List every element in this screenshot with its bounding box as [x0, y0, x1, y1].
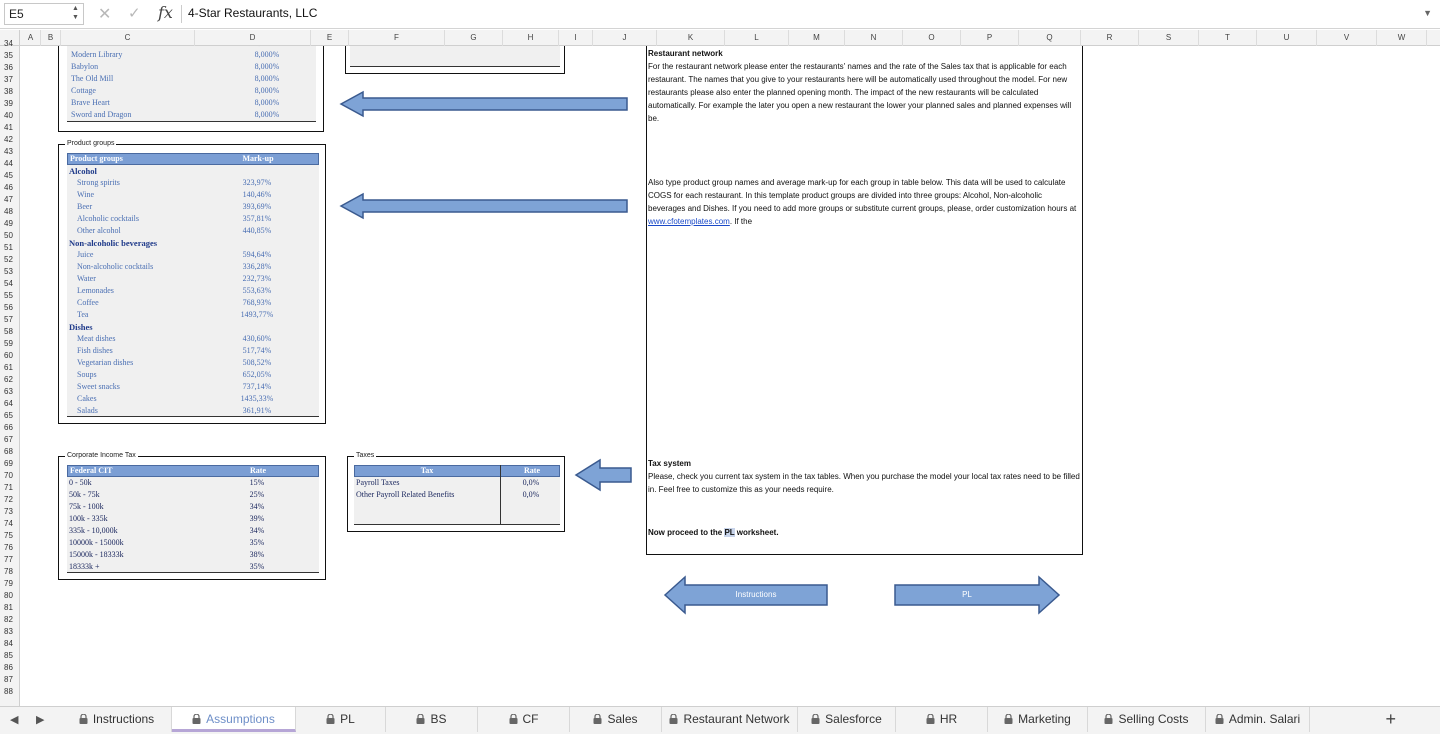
arrow-left-tax-icon — [574, 458, 634, 492]
product-group-row-name[interactable]: Salads — [77, 406, 98, 415]
product-group-row-value[interactable]: 1493,77% — [240, 310, 274, 319]
tab-restaurant-network[interactable] — [662, 707, 798, 732]
proceed-note-sheet: PL — [724, 528, 735, 537]
product-group-row-name[interactable]: Coffee — [77, 298, 99, 307]
tab-label: Restaurant Network — [683, 712, 790, 726]
cit-row-name[interactable]: 50k - 75k — [69, 490, 100, 499]
row-label-55[interactable]: 55 — [4, 291, 13, 300]
proceed-note-pre: Now proceed to the — [648, 528, 725, 537]
cit-header-value: Rate — [250, 466, 266, 475]
product-group-row-value[interactable]: 737,14% — [242, 382, 272, 391]
tab-label: CF — [522, 712, 539, 726]
tax-header-name: Tax — [420, 466, 434, 475]
tab-label: Marketing — [1018, 712, 1071, 726]
column-label-e[interactable]: E — [311, 30, 349, 46]
tax-header-value: Rate — [524, 466, 540, 475]
product-group-row-value[interactable]: 357,81% — [242, 214, 272, 223]
row-label-68[interactable]: 68 — [4, 447, 13, 456]
proceed-note — [648, 526, 1080, 539]
row-label-35[interactable]: 35 — [4, 51, 13, 60]
product-group-row-value[interactable]: 361,91% — [242, 406, 272, 415]
cit-row-name[interactable]: 0 - 50k — [69, 478, 92, 487]
restaurant-name[interactable]: The Old Mill — [71, 74, 114, 83]
lock-icon — [811, 708, 820, 718]
row-label-36[interactable]: 36 — [4, 63, 13, 72]
restaurant-row — [67, 85, 316, 97]
product-group-row — [67, 321, 319, 333]
restaurant-rate[interactable]: 8,000% — [254, 74, 280, 83]
product-group-row-value[interactable]: 140,46% — [242, 190, 272, 199]
tab-label: Sales — [607, 712, 638, 726]
product-group-row-name[interactable]: Beer — [77, 202, 93, 211]
lock-icon — [669, 708, 678, 718]
row-label-70[interactable]: 70 — [4, 471, 13, 480]
product-group-row — [67, 177, 319, 189]
product-group-row-name[interactable]: Alcoholic cocktails — [77, 214, 139, 223]
tax-row — [354, 489, 560, 501]
tab-label: Instructions — [92, 712, 155, 726]
product-group-row-value[interactable]: 517,74% — [242, 346, 272, 355]
cit-row — [67, 501, 319, 513]
row-label-84[interactable]: 84 — [4, 639, 13, 648]
tab-hr[interactable] — [896, 707, 988, 732]
tab-prev-icon[interactable]: ◀ — [10, 714, 19, 726]
arrow-left-network-icon — [339, 90, 631, 118]
lock-icon — [1104, 708, 1113, 718]
restaurant-row — [67, 97, 316, 109]
lock-icon — [192, 708, 201, 718]
tax-row-value[interactable]: 0,0% — [522, 478, 540, 487]
product-group-row — [67, 285, 319, 297]
product-group-row-name[interactable]: Dishes — [69, 322, 93, 332]
row-label-80[interactable]: 80 — [4, 591, 13, 600]
column-label-p[interactable]: P — [961, 30, 1019, 46]
cit-row-value[interactable]: 34% — [249, 502, 265, 511]
column-label-i[interactable]: I — [559, 30, 593, 46]
row-label-56[interactable]: 56 — [4, 303, 13, 312]
column-label-u[interactable]: U — [1257, 30, 1317, 46]
column-label-b[interactable]: B — [41, 30, 61, 46]
name-box-stepper-icon[interactable]: ▲ ▼ — [72, 5, 79, 21]
row-label-69[interactable]: 69 — [4, 459, 13, 468]
tax-column-divider — [500, 465, 501, 525]
column-label-m[interactable]: M — [789, 30, 845, 46]
row-label-59[interactable]: 59 — [4, 339, 13, 348]
tax-row-name[interactable]: Other Payroll Related Benefits — [356, 490, 455, 499]
cit-row — [67, 549, 319, 561]
restaurant-row — [67, 61, 316, 73]
network-note — [648, 47, 1080, 125]
formula-separator — [181, 5, 182, 23]
row-label-47[interactable]: 47 — [4, 195, 13, 204]
product-group-row-name[interactable]: Vegetarian dishes — [77, 358, 134, 367]
restaurant-rate[interactable]: 8,000% — [254, 110, 280, 119]
cit-row — [67, 477, 319, 489]
row-label-49[interactable]: 49 — [4, 219, 13, 228]
row-label-45[interactable]: 45 — [4, 171, 13, 180]
product-group-row — [67, 381, 319, 393]
notes-box — [646, 46, 1083, 555]
restaurant-name[interactable]: Babylon — [71, 62, 99, 71]
pl-nav-button[interactable] — [893, 575, 1061, 615]
row-label-87[interactable]: 87 — [4, 675, 13, 684]
restaurant-rate[interactable]: 8,000% — [254, 62, 280, 71]
product-group-row — [67, 297, 319, 309]
row-label-86[interactable]: 86 — [4, 663, 13, 672]
row-label-82[interactable]: 82 — [4, 615, 13, 624]
cit-header-name: Federal CIT — [70, 466, 113, 475]
row-label-54[interactable]: 54 — [4, 279, 13, 288]
product-group-row-name[interactable]: Alcohol — [69, 166, 97, 176]
restaurant-name[interactable]: Sword and Dragon — [71, 110, 132, 119]
product-group-row-value[interactable]: 393,69% — [242, 202, 272, 211]
corporate-tax-title: Corporate Income Tax — [67, 452, 136, 459]
cit-row-name[interactable]: 18333k + — [69, 562, 100, 571]
product-group-row-value[interactable]: 553,63% — [242, 286, 272, 295]
sheet-tab-bar — [0, 706, 1440, 734]
tab-label: Admin. Salari — [1228, 712, 1301, 726]
row-label-57[interactable]: 57 — [4, 315, 13, 324]
row-label-34[interactable]: 34 — [4, 39, 13, 48]
arrow-left-groups-icon — [339, 192, 631, 220]
cit-row — [67, 525, 319, 537]
product-group-row-value[interactable]: 508,52% — [242, 358, 272, 367]
groups-note — [648, 176, 1080, 228]
row-label-71[interactable]: 71 — [4, 483, 13, 492]
tax-note-body: Please, check you current tax system in the tax tables. When you purchase the model your local tax rates need to be filled in. Feel free to customize this as your needs require. — [648, 472, 1080, 494]
product-group-row-name[interactable]: Wine — [77, 190, 95, 199]
row-label-61[interactable]: 61 — [4, 363, 13, 372]
row-header — [0, 39, 20, 706]
product-group-row — [67, 369, 319, 381]
row-label-62[interactable]: 62 — [4, 375, 13, 384]
lock-icon — [593, 708, 602, 718]
tab-label: Salesforce — [825, 712, 882, 726]
cit-row-value[interactable]: 35% — [249, 562, 265, 571]
row-label-44[interactable]: 44 — [4, 159, 13, 168]
product-group-row — [67, 261, 319, 273]
cit-row-value[interactable]: 39% — [249, 514, 265, 523]
row-label-88[interactable]: 88 — [4, 687, 13, 696]
product-group-bottom-line — [67, 416, 319, 417]
row-label-79[interactable]: 79 — [4, 579, 13, 588]
row-label-74[interactable]: 74 — [4, 519, 13, 528]
column-label-v[interactable]: V — [1317, 30, 1377, 46]
cit-row-name[interactable]: 10000k - 15000k — [69, 538, 124, 547]
tab-label: PL — [340, 712, 355, 726]
product-group-row-name[interactable]: Strong spirits — [77, 178, 120, 187]
add-sheet-icon[interactable]: + — [1385, 709, 1396, 729]
row-label-48[interactable]: 48 — [4, 207, 13, 216]
tab-instructions[interactable] — [62, 707, 172, 732]
column-header — [0, 30, 1440, 46]
product-group-row-name[interactable]: Sweet snacks — [77, 382, 120, 391]
sales-tax-table — [350, 46, 560, 67]
lock-icon — [326, 708, 335, 718]
row-label-63[interactable]: 63 — [4, 387, 13, 396]
restaurant-row — [67, 73, 316, 85]
product-group-row-value[interactable]: 652,05% — [242, 370, 272, 379]
product-group-row-name[interactable]: Water — [77, 274, 96, 283]
cfotemplates-link[interactable]: www.cfotemplates.com — [648, 217, 730, 226]
tab-salesforce[interactable] — [798, 707, 896, 732]
column-label-k[interactable]: K — [657, 30, 725, 46]
cit-row-name[interactable]: 75k - 100k — [69, 502, 104, 511]
product-group-header — [67, 153, 319, 165]
tab-cf[interactable] — [478, 707, 570, 732]
tax-note — [648, 457, 1080, 496]
function-icon[interactable]: fx — [158, 3, 173, 22]
cit-row-value[interactable]: 15% — [249, 478, 265, 487]
row-label-75[interactable]: 75 — [4, 531, 13, 540]
column-label-n[interactable]: N — [845, 30, 903, 46]
column-label-r[interactable]: R — [1081, 30, 1139, 46]
restaurant-rate[interactable]: 8,000% — [254, 50, 280, 59]
product-group-row-name[interactable]: Cakes — [77, 394, 97, 403]
product-group-row-name[interactable]: Non-alcoholic cocktails — [77, 262, 154, 271]
lock-icon — [926, 708, 935, 718]
corporate-tax-box — [58, 452, 326, 580]
cit-row-name[interactable]: 335k - 10,000k — [69, 526, 118, 535]
product-group-row-name[interactable]: Lemonades — [77, 286, 114, 295]
row-label-73[interactable]: 73 — [4, 507, 13, 516]
product-group-header-name: Product groups — [70, 154, 123, 163]
product-group-row-value[interactable]: 336,28% — [242, 262, 272, 271]
tab-sales[interactable] — [570, 707, 662, 732]
row-label-51[interactable]: 51 — [4, 243, 13, 252]
product-group-row-value[interactable]: 430,60% — [242, 334, 272, 343]
product-groups-title: Product groups — [67, 140, 115, 147]
row-label-53[interactable]: 53 — [4, 267, 13, 276]
product-group-row — [67, 237, 319, 249]
cit-row-name[interactable]: 15000k - 18333k — [69, 550, 124, 559]
cit-row — [67, 513, 319, 525]
row-label-85[interactable]: 85 — [4, 651, 13, 660]
tab-bs[interactable] — [386, 707, 478, 732]
product-group-row-name[interactable]: Other alcohol — [77, 226, 121, 235]
row-label-38[interactable]: 38 — [4, 87, 13, 96]
product-group-row — [67, 189, 319, 201]
product-group-header-value: Mark-up — [242, 154, 274, 163]
cit-row-name[interactable]: 100k - 335k — [69, 514, 108, 523]
groups-note-body: Also type product group names and average mark-up for each group in table below. This data will be used to calculate COGS for each restaurant. In this template product groups are divided into three groups: Alcohol, Non-alcoholic beverages and Dishes. If you need to add more groups or substitute current groups, please, order customization hours at — [648, 178, 1077, 213]
lock-icon — [1004, 708, 1013, 718]
row-label-64[interactable]: 64 — [4, 399, 13, 408]
product-group-row-name[interactable]: Soups — [77, 370, 97, 379]
tax-row — [354, 477, 560, 489]
taxes-title: Taxes — [356, 452, 375, 459]
restaurant-name[interactable]: Brave Heart — [71, 98, 110, 107]
row-label-40[interactable]: 40 — [4, 111, 13, 120]
row-label-43[interactable]: 43 — [4, 147, 13, 156]
product-group-row-name[interactable]: Tea — [77, 310, 89, 319]
confirm-icon[interactable]: ✓ — [128, 5, 141, 22]
column-label-d[interactable]: D — [195, 30, 311, 46]
column-label-c[interactable]: C — [61, 30, 195, 46]
restaurant-network-box — [58, 46, 324, 132]
product-group-row — [67, 345, 319, 357]
row-label-42[interactable]: 42 — [4, 135, 13, 144]
product-group-row — [67, 249, 319, 261]
tab-label: Selling Costs — [1118, 712, 1189, 726]
row-label-83[interactable]: 83 — [4, 627, 13, 636]
column-label-t[interactable]: T — [1199, 30, 1257, 46]
lock-icon — [79, 708, 88, 718]
product-group-row-value[interactable]: 440,85% — [242, 226, 272, 235]
tax-note-title: Tax system — [648, 459, 691, 468]
product-group-row — [67, 309, 319, 321]
tab-marketing[interactable] — [988, 707, 1088, 732]
column-label-o[interactable]: O — [903, 30, 961, 46]
product-group-row — [67, 225, 319, 237]
product-group-row-name[interactable]: Juice — [77, 250, 94, 259]
instructions-nav-button[interactable] — [663, 575, 829, 615]
column-label-f[interactable]: F — [349, 30, 445, 46]
restaurant-table — [67, 46, 316, 121]
row-label-77[interactable]: 77 — [4, 555, 13, 564]
cancel-icon[interactable]: ✕ — [98, 6, 112, 23]
cit-row-value[interactable]: 35% — [249, 538, 265, 547]
product-groups-table — [67, 153, 319, 417]
row-label-76[interactable]: 76 — [4, 543, 13, 552]
cit-row — [67, 489, 319, 501]
tab-assumptions[interactable] — [172, 707, 296, 732]
row-label-81[interactable]: 81 — [4, 603, 13, 612]
corporate-tax-table — [67, 465, 319, 573]
cit-row-value[interactable]: 38% — [249, 550, 265, 559]
product-group-row-name[interactable]: Non-alcoholic beverages — [69, 238, 158, 248]
product-group-row — [67, 357, 319, 369]
lock-icon — [416, 708, 425, 718]
lock-icon — [1215, 708, 1224, 718]
tax-header — [354, 465, 560, 477]
column-label-q[interactable]: Q — [1019, 30, 1081, 46]
column-label-l[interactable]: L — [725, 30, 789, 46]
proceed-note-post: worksheet. — [734, 528, 779, 537]
tax-row-name[interactable]: Payroll Taxes — [356, 478, 400, 487]
lock-icon — [509, 708, 518, 718]
formula-expand-icon[interactable]: ▼ — [1423, 8, 1432, 18]
row-label-60[interactable]: 60 — [4, 351, 13, 360]
row-label-46[interactable]: 46 — [4, 183, 13, 192]
network-note-title: Restaurant network — [648, 49, 723, 58]
restaurant-row — [67, 49, 316, 61]
cit-row-value[interactable]: 34% — [249, 526, 265, 535]
product-group-row-name[interactable]: Fish dishes — [77, 346, 113, 355]
row-label-52[interactable]: 52 — [4, 255, 13, 264]
row-label-41[interactable]: 41 — [4, 123, 13, 132]
sheet-area[interactable] — [21, 46, 1440, 706]
formula-bar — [0, 0, 1440, 29]
pl-nav-label: PL — [962, 590, 972, 599]
network-note-body: For the restaurant network please enter the restaurants' names and the rate of the Sales tax that is applicable for each restaurant. The names that you give to your restaurants here will be automatically used throughout the model. For new restaurants please also enter the planned opening month. The impact of the new restaurants will be calculated automatically. For example the later you open a new restaurant the lower your planned sales and planned expenses will be. — [648, 62, 1072, 123]
tab-label: BS — [430, 712, 447, 726]
cit-row-value[interactable]: 25% — [249, 490, 265, 499]
product-group-row — [67, 165, 319, 177]
row-label-37[interactable]: 37 — [4, 75, 13, 84]
row-label-39[interactable]: 39 — [4, 99, 13, 108]
taxes-box — [347, 452, 565, 532]
restaurant-rate[interactable]: 8,000% — [254, 98, 280, 107]
column-label-s[interactable]: S — [1139, 30, 1199, 46]
column-label-j[interactable]: J — [593, 30, 657, 46]
restaurant-rate[interactable]: 8,000% — [254, 86, 280, 95]
tax-row-value[interactable]: 0,0% — [522, 490, 540, 499]
product-group-row — [67, 201, 319, 213]
row-label-67[interactable]: 67 — [4, 435, 13, 444]
column-label-a[interactable]: A — [21, 30, 41, 46]
row-label-66[interactable]: 66 — [4, 423, 13, 432]
restaurant-name[interactable]: Modern Library — [71, 50, 123, 59]
tax-bottom-line — [354, 524, 560, 525]
product-group-row — [67, 333, 319, 345]
product-group-row-value[interactable]: 323,97% — [242, 178, 272, 187]
tab-admin-salari[interactable] — [1206, 707, 1310, 732]
row-label-78[interactable]: 78 — [4, 567, 13, 576]
row-label-72[interactable]: 72 — [4, 495, 13, 504]
tab-selling-costs[interactable] — [1088, 707, 1206, 732]
cit-row — [67, 537, 319, 549]
tab-pl[interactable] — [296, 707, 386, 732]
tab-label: HR — [939, 712, 958, 726]
restaurant-name[interactable]: Cottage — [71, 86, 96, 95]
cit-header — [67, 465, 319, 477]
column-label-h[interactable]: H — [503, 30, 559, 46]
column-label-w[interactable]: W — [1377, 30, 1427, 46]
tab-next-icon[interactable]: ▶ — [36, 714, 45, 726]
row-label-58[interactable]: 58 — [4, 327, 13, 336]
restaurant-table-bottom-line — [67, 121, 316, 122]
product-group-row — [67, 213, 319, 225]
instructions-nav-label: Instructions — [735, 590, 777, 599]
restaurant-row — [67, 109, 316, 121]
product-group-row-value[interactable]: 594,64% — [242, 250, 272, 259]
product-group-row-name[interactable]: Meat dishes — [77, 334, 116, 343]
product-groups-box — [58, 140, 326, 424]
column-label-g[interactable]: G — [445, 30, 503, 46]
product-group-row-value[interactable]: 232,73% — [242, 274, 272, 283]
product-group-row-value[interactable]: 1435,33% — [240, 394, 274, 403]
name-box[interactable]: E5 — [4, 3, 84, 25]
taxes-table — [354, 465, 560, 525]
product-group-row — [67, 393, 319, 405]
product-group-row — [67, 273, 319, 285]
row-label-65[interactable]: 65 — [4, 411, 13, 420]
tab-label: Assumptions — [206, 712, 275, 726]
sales-tax-box — [345, 46, 565, 74]
groups-note-tail: . If the — [729, 217, 753, 226]
formula-input[interactable]: 4-Star Restaurants, LLC — [188, 6, 318, 20]
row-label-50[interactable]: 50 — [4, 231, 13, 240]
product-group-row-value[interactable]: 768,93% — [242, 298, 272, 307]
cit-bottom-line — [67, 572, 319, 573]
